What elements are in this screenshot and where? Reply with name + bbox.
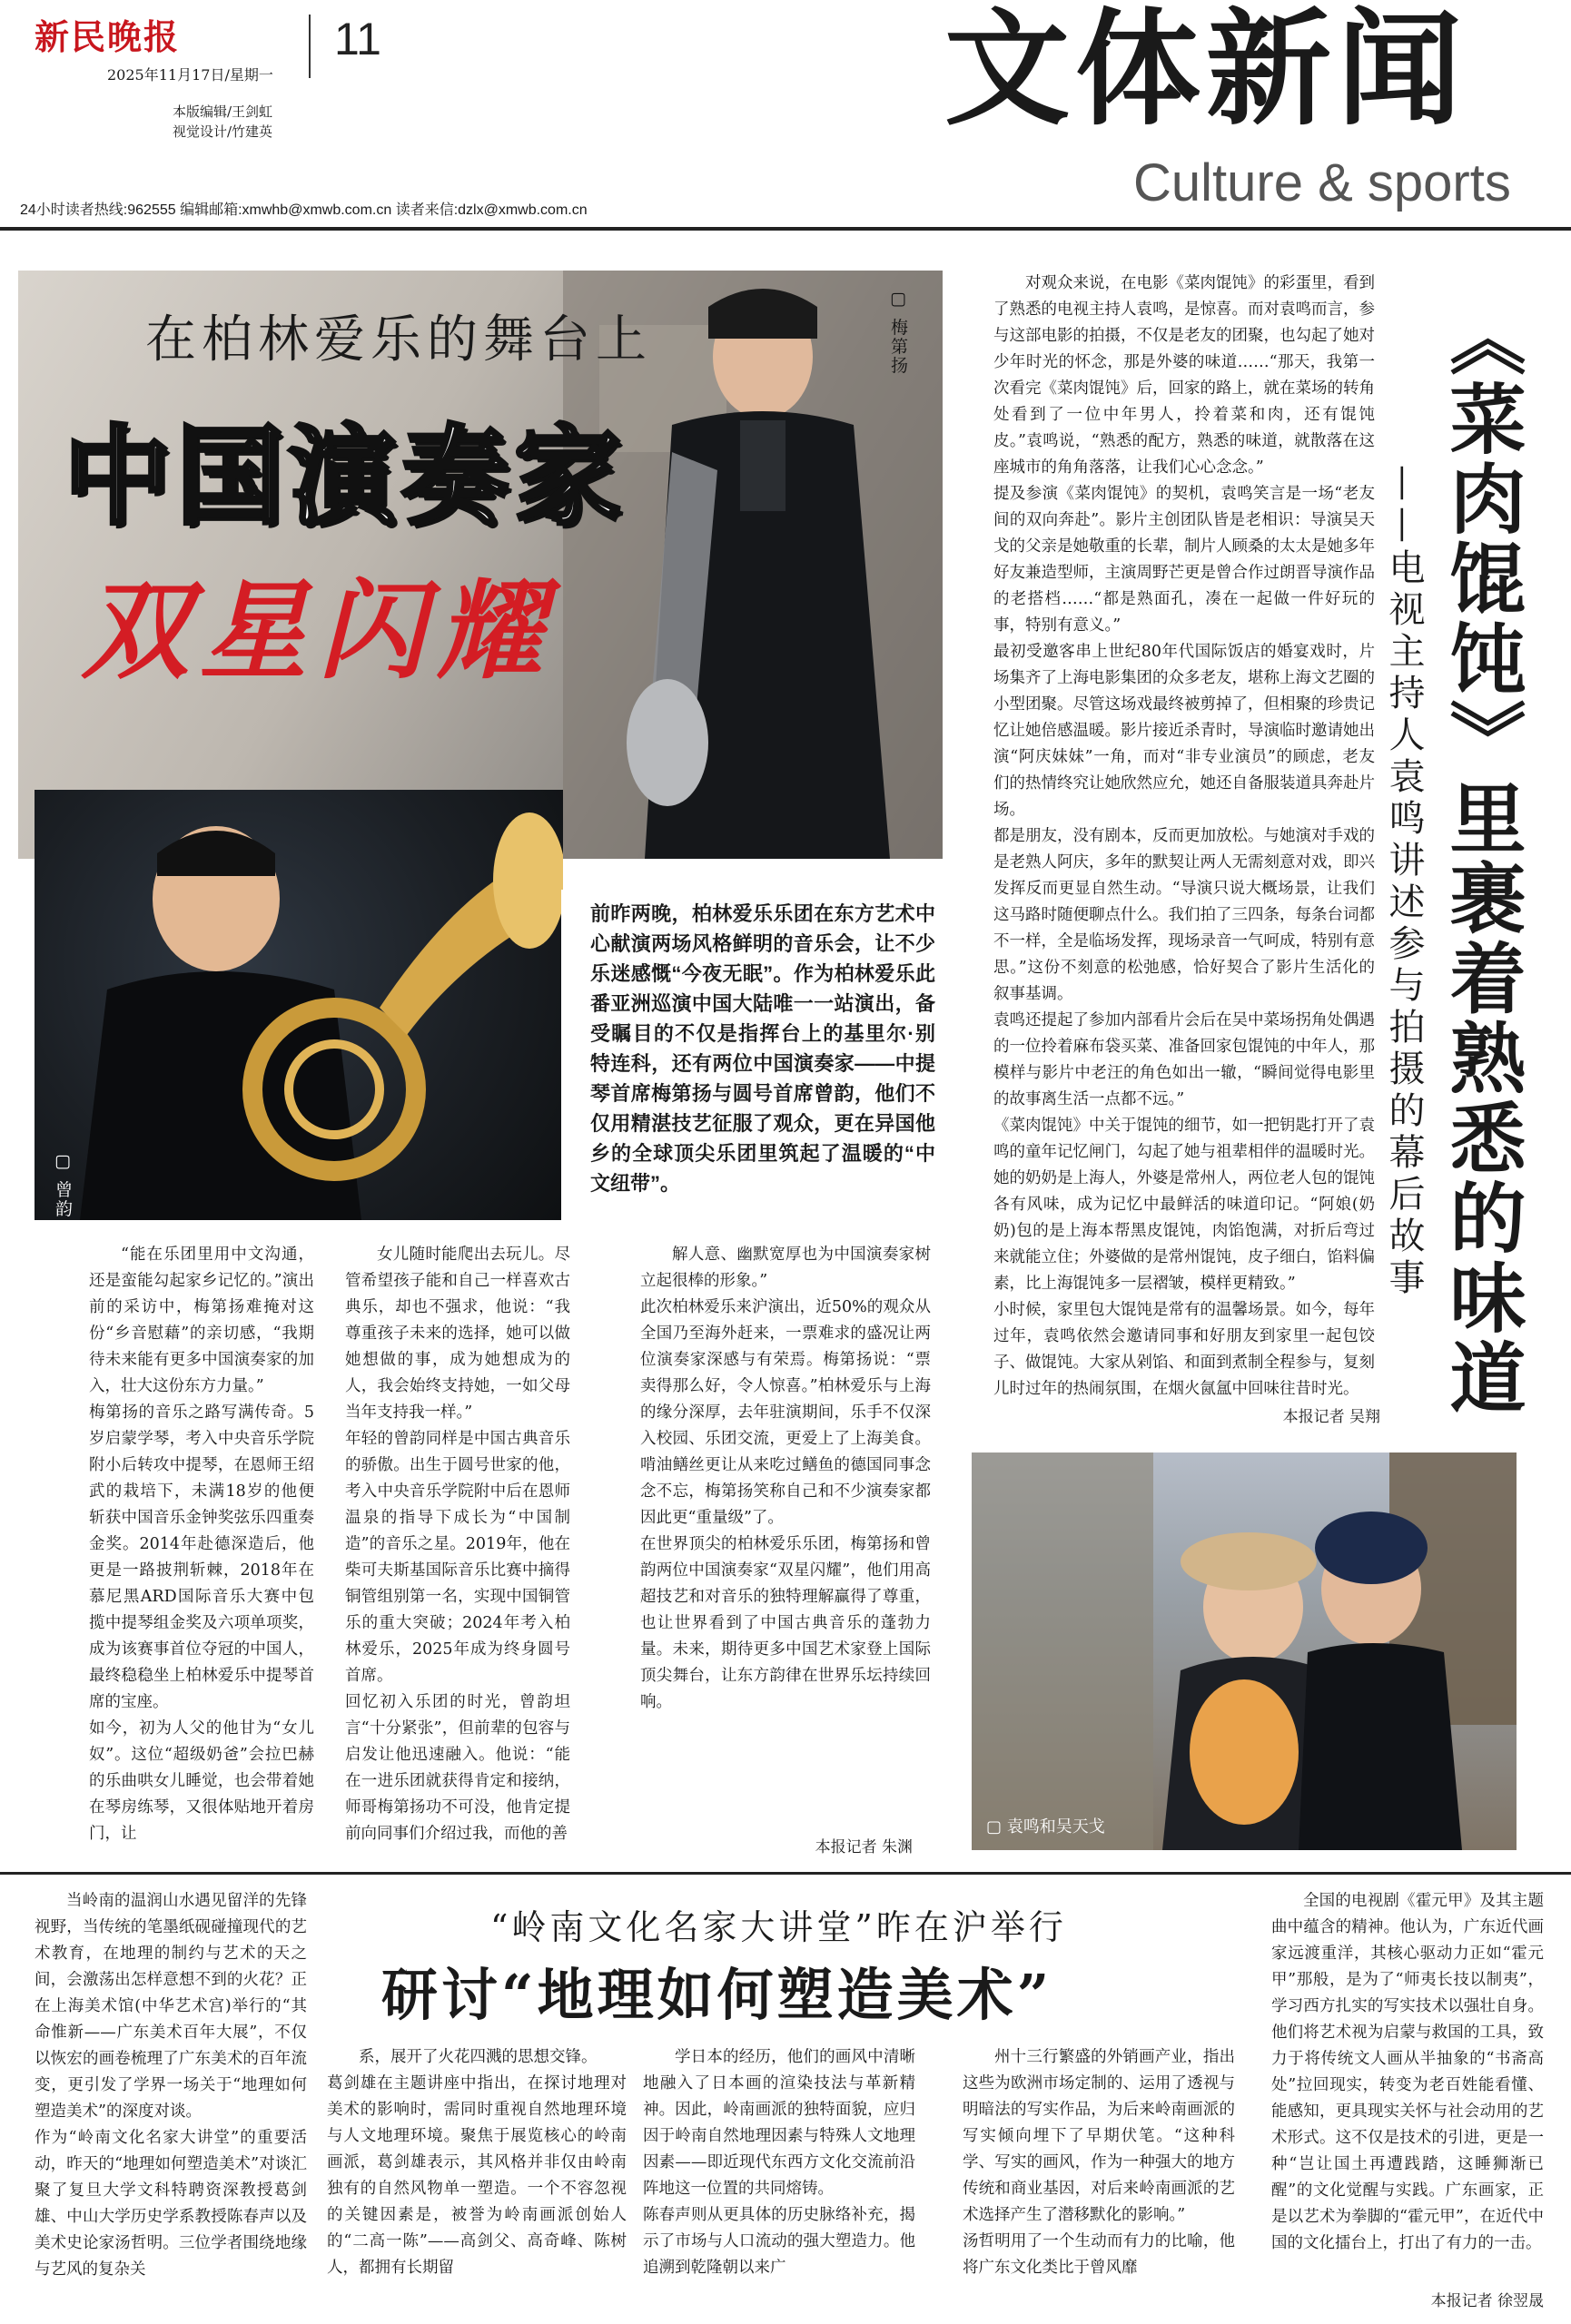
- photo2-illustration: [35, 790, 563, 1220]
- bottom-col-4: 州十三行繁盛的外销画产业，指出这些为欧洲市场定制的、运用了透视与明暗法的写实作品，为后来岭南画派的写实倾向埋下了早期伏笔。“这种科学、写实的画风，作为一种强大的地方传统和商业基因，对后来岭南画派的艺术选择产生了潜移默化的影响。” 汤哲明用了一个生动而有力的比喻，他将广东文化类比于曾风靡: [963, 2048, 1235, 2277]
- page-number: 11: [334, 14, 381, 64]
- masthead-divider: [309, 15, 311, 78]
- lead-paragraph: 前昨两晚，柏林爱乐乐团在东方艺术中心献演两场风格鲜明的音乐会，让不少乐迷感慨“今夜无眠”。作为柏林爱乐此番亚洲巡演中国大陆唯一一站演出，备受瞩目的不仅是指挥台上的基里尔·别特连科，还有两位中国演奏家——中提琴首席梅第扬与圆号首席曾韵，他们不仅用精湛技艺征服了观众，更在异国他乡的全球顶尖乐团里筑起了温暖的“中文纽带”。: [590, 902, 935, 1195]
- designer-credit: 视觉设计/竹建英: [173, 123, 273, 140]
- top-rule: [0, 227, 1571, 231]
- bottom-col-5: 全国的电视剧《霍元甲》及其主题曲中蕴含的精神。他认为，广东近代画家远渡重洋，其核心驱动力正如“霍元甲”那般，是为了“师夷长技以制夷”，学习西方扎实的写实技术以强壮自身。他们将艺术视为启蒙与救国的工具，致力于将传统文人画从半抽象的“书斋高处”拉回现实，转变为老百姓能看懂、能感知，更具现实关怀与社会动用的艺术形式。这不仅是技术的引进，更是一种“岂让国土再遭践踏，这睡狮渐已醒”的文化觉醒与实践。广东画家，正是以艺术为拳脚的“霍元甲”，在近代中国的文化擂台上，打出了有力的一击。: [1271, 1892, 1544, 2252]
- bottom-rule: [0, 1872, 1571, 1875]
- photo-caption: ▢ 袁鸣和吴天戈: [986, 1817, 1105, 1837]
- right-story-subtitle: ——电视主持人袁鸣讲述参与拍摄的幕后故事: [1383, 465, 1425, 1300]
- headline-kicker: 在柏林爱乐的舞台上: [145, 310, 652, 369]
- bottom-kicker: “岭南文化名家大讲堂”昨在沪举行: [490, 1907, 1067, 1947]
- editor-credit: 本版编辑/王剑虹: [173, 103, 273, 120]
- headline-main: 中国演奏家: [64, 413, 627, 539]
- photo3-illustration: [972, 1452, 1517, 1850]
- section-title-cn: 文体新闻: [944, 0, 1468, 143]
- bottom-col-3: 学日本的经历，他们的画风中清晰地融入了日本画的渲染技法与革新精神。因此，岭南画派的独特面貌，应归因于岭南自然地理因素与特殊人文地理因素——即近现代东西方文化交流前沿阵地这一位置的共同熔铸。 陈春声则从更具体的历史脉络补充，揭示了市场与人口流动的强大塑造力。他追溯到乾隆朝以来广: [643, 2048, 915, 2277]
- bottom-col-2: 系，展开了火花四溅的思想交锋。 葛剑雄在主题讲座中指出，在探讨地理对美术的影响时，需同时重视自然地理环境与人文地理环境。聚焦于展览核心的岭南画派，葛剑雄表示，其风格并非仅由岭南独有的自然风物单一塑造。一个不容忽视的关键因素是，被誉为岭南画派创始人的“二高一陈”——高剑父、高奇峰、陈树人，都拥有长期留: [327, 2048, 627, 2277]
- main-story-col-1: “能在乐团里用中文沟通，还是蛮能勾起家乡记忆的。”演出前的采访中，梅第扬难掩对这份“乡音慰藉”的亲切感，“我期待未来能有更多中国演奏家的加入，壮大这份东方力量。” 梅第扬的音乐之路写满传奇。5岁启蒙学琴，考入中央音乐学院附小后转攻中提琴，在恩师王绍武的栽培下，未满18岁的他便斩获中国音乐金钟奖弦乐四重奏金奖。2014年赴德深造后，他更是一路披荆斩棘，2018年在慕尼黑ARD国际音乐大赛中包揽中提琴组金奖及六项单项奖，成为该赛事首位夺冠的中国人，最终稳稳坐上柏林爱乐中提琴首席的宝座。 如今，初为人父的他甘为“女儿奴”。这位“超级奶爸”会拉巴赫的乐曲哄女儿睡觉，也会带着她在琴房练琴，又很体贴地开着房门，让: [89, 1246, 314, 1843]
- bottom-byline: 本报记者 徐翌晟: [1430, 2292, 1544, 2310]
- section-title-en: Culture & sports: [1133, 153, 1511, 212]
- right-story-title: 《菜肉馄饨》里裹着熟悉的味道: [1438, 300, 1527, 1418]
- main-story-byline: 本报记者 朱渊: [815, 1838, 913, 1856]
- right-story-body: 对观众来说，在电影《菜肉馄饨》的彩蛋里，看到了熟悉的电视主持人袁鸣，是惊喜。而对袁鸣而言，参与这部电影的拍摄，不仅是老友的团聚，也勾起了她对少年时光的怀念，那是外婆的味道……“那天，我第一次看完《菜肉馄饨》后，回家的路上，就在菜场的转角处看到了一位中年男人，拎着菜和肉，还有馄饨皮。”袁鸣说，“熟悉的配方，熟悉的味道，就散落在这座城市的角角落落，让我们心心念念。” 提及参演《菜肉馄饨》的契机，袁鸣笑言是一场“老友间的双向奔赴”。影片主创团队皆是老相识：导演吴天戈的父亲是她敬重的长辈，制片人顾桑的太太是她多年好友兼造型师，主演周野芒更是曾合作过朗晋导演作品的老搭档……“都是熟面孔，凑在一起做一件好玩的事，特别有意义。” 最初受邀客串上世纪80年代国际饭店的婚宴戏时，片场集齐了上海电影集团的众多老友，堪称上海文艺圈的小型团聚。尽管这场戏最终被剪掉了，但相聚的珍贵记忆让她倍感温暖。影片接近杀青时，导演临时邀请她出演“阿庆妹妹”一角，而对“非专业演员”的顾虑，老友们的热情终究让她欣然应允，她还自备服装道具奔赴片场。 都是朋友，没有剧本，反而更加放松。与她演对手戏的是老熟人阿庆，多年的默契让两人无需刻意对戏，即兴发挥反而更显自然生动。“导演只说大概场景，让我们这马路时随便聊点什么。我们拍了三四条，每条台词都不一样，全是临场发挥，现场录音一气呵成，特别有意思。”这份不刻意的松弛感，恰好契合了影片生活化的叙事基调。 袁鸣还提起了参加内部看片会后在吴中菜场拐角处偶遇的一位拎着麻布袋买菜、准备回家包馄饨的中年人，那模样与影片中老汪的角色如出一辙，“瞬间觉得电影里的故事离生活一点都不远。” 《菜肉馄饨》中关于馄饨的细节，如一把钥匙打开了袁鸣的童年记忆闸门，勾起了她与祖辈相伴的温暖时光。她的奶奶是上海人，外婆是常州人，两位老人包的馄饨各有风味，成为记忆中最鲜活的味道印记。“阿娘(奶奶)包的是上海本帮黑皮馄饨，肉馅饱满，对折后弯过来就能立住；外婆做的是常州馄饨，皮子细白，馅料偏素，比上海馄饨多一层褶皱，模样更精致。” 小时候，家里包大馄饨是常有的温馨场景。如今，每年过年，袁鸣依然会邀请同事和好朋友到家里一起包饺子、做馄饨。大家从剁馅、和面到煮制全程参与，复刻儿时过年的热闹氛围，在烟火氤氲中回味往昔时光。: [993, 274, 1375, 1398]
- issue-date: 2025年11月17日/星期一: [107, 66, 273, 84]
- bottom-col-1: 当岭南的温润山水遇见留洋的先锋视野，当传统的笔墨纸砚碰撞现代的艺术教育，在地理的制约与艺术的天之间，会激荡出怎样意想不到的火花？正在上海美术馆(中华艺术宫)举行的“其命惟新——广东美术百年大展”，不仅以恢宏的画卷梳理了广东美术的百年流变，更引发了学界一场关于“地理如何塑造美术”的深度对谈。 作为“岭南文化名家大讲堂”的重要活动，昨天的“地理如何塑造美术”对谈汇聚了复旦大学文科特聘资深教授葛剑雄、中山大学历史学系教授陈春声以及美术史论家汤哲明。三位学者围绕地缘与艺风的复杂关: [35, 1892, 307, 2279]
- contact-line: 24小时读者热线:962555 编辑邮箱:xmwhb@xmwb.com.cn 读者来信:dzlx@xmwb.com.cn: [20, 202, 588, 218]
- photo-horn-zeng: [35, 790, 563, 1220]
- photo-yuan-ming-and-wu: [972, 1452, 1517, 1850]
- photo-credit-zeng: ▢ 曾韵: [53, 1151, 73, 1219]
- main-story-col-3: 解人意、幽默宽厚也为中国演奏家树立起很棒的形象。” 此次柏林爱乐来沪演出，近50%的观众从全国乃至海外赶来，一票难求的盛况让两位演奏家深感与有荣焉。梅第扬说：“票卖得那么好，令人惊喜。”柏林爱乐与上海的缘分深厚，去年驻演期间，乐手不仅深入校园、乐团交流，更爱上了上海美食。啃油鳝丝更让从来吃过鳝鱼的德国同事念念不忘，梅第扬笑称自己和不少演奏家都因此更“重量级”了。 在世界顶尖的柏林爱乐乐团，梅第扬和曾韵两位中国演奏家“双星闪耀”，他们用高超技艺和对音乐的独特理解赢得了尊重，也让世界看到了中国古典音乐的蓬勃力量。未来，期待更多中国艺术家登上国际顶尖舞台，让东方韵律在世界乐坛持续回响。: [640, 1246, 931, 1711]
- headline-accent: 双星闪耀: [82, 567, 555, 694]
- right-story-byline: 本报记者 吴翔: [1282, 1408, 1380, 1426]
- bottom-title: 研讨“地理如何塑造美术”: [381, 1962, 1053, 2028]
- photo-credit-mei: ▢ 梅第扬: [888, 289, 908, 376]
- newspaper-logo: 新民晚报: [35, 16, 181, 57]
- main-story-col-2: 女儿随时能爬出去玩儿。尽管希望孩子能和自己一样喜欢古典乐，却也不强求，他说：“我尊重孩子未来的选择，她可以做她想做的事，成为她想成为的人，我会始终支持她，一如父母当年支持我一样。” 年轻的曾韵同样是中国古典音乐的骄傲。出生于圆号世家的他，考入中央音乐学院附中后在恩师温泉的指导下成长为“中国制造”的音乐之星。2019年，他在柴可夫斯基国际音乐比赛中摘得铜管组别第一名，实现中国铜管乐的重大突破；2024年考入柏林爱乐，2025年成为终身圆号首席。 回忆初入乐团的时光，曾韵坦言“十分紧张”，但前辈的包容与启发让他迅速融入。他说：“能在一进乐团就获得肯定和接纳，师哥梅第扬功不可没，他肯定提前向同事们介绍过我，而他的善: [345, 1246, 570, 1843]
